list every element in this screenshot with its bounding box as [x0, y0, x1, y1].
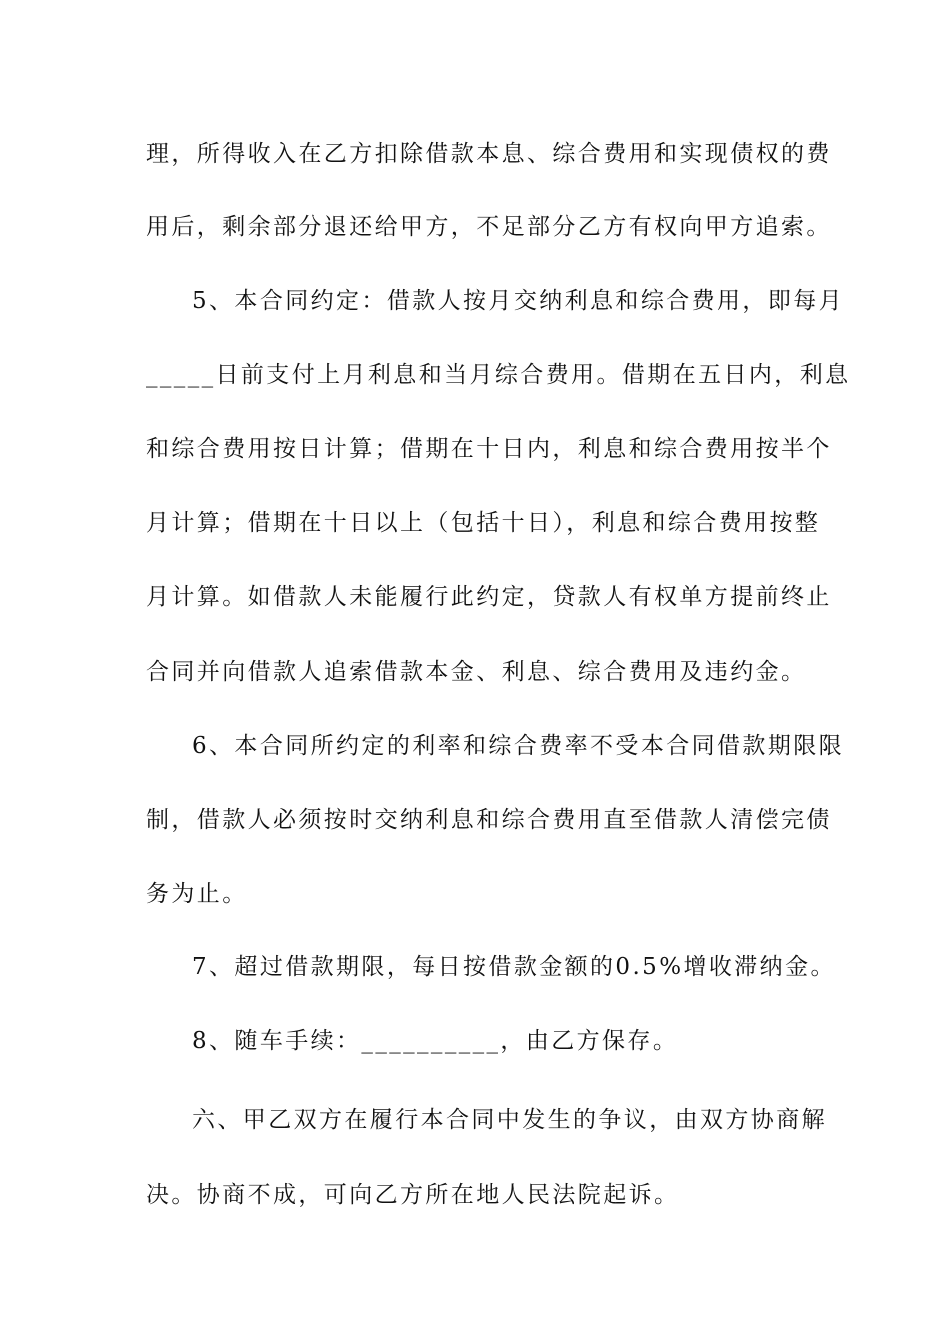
text-line: 月计算；借期在十日以上（包括十日），利息和综合费用按整	[146, 510, 821, 536]
clause-7-line: 7、超过借款期限，每日按借款金额的0.5%增收滞纳金。	[192, 954, 836, 980]
text-line: _____日前支付上月利息和当月综合费用。借期在五日内，利息	[146, 362, 851, 388]
text-line: 和综合费用按日计算；借期在十日内，利息和综合费用按半个	[146, 436, 832, 462]
text-line: 理，所得收入在乙方扣除借款本息、综合费用和实现债权的费	[146, 141, 832, 167]
text-line: 合同并向借款人追索借款本金、利息、综合费用及违约金。	[146, 659, 807, 685]
text-line: 决。协商不成，可向乙方所在地人民法院起诉。	[146, 1182, 680, 1208]
text-line: 制，借款人必须按时交纳利息和综合费用直至借款人清偿完债	[146, 807, 832, 833]
clause-6-line: 6、本合同所约定的利率和综合费率不受本合同借款期限限	[192, 733, 845, 759]
section-6-line: 六、甲乙双方在履行本合同中发生的争议，由双方协商解	[192, 1107, 827, 1133]
clause-5-line: 5、本合同约定：借款人按月交纳利息和综合费用，即每月	[192, 288, 845, 314]
text-line: 用后，剩余部分退还给甲方，不足部分乙方有权向甲方追索。	[146, 214, 832, 240]
text-line: 月计算。如借款人未能履行此约定，贷款人有权单方提前终止	[146, 584, 832, 610]
clause-8-line: 8、随车手续：__________，由乙方保存。	[192, 1028, 679, 1054]
text-line: 务为止。	[146, 881, 248, 907]
